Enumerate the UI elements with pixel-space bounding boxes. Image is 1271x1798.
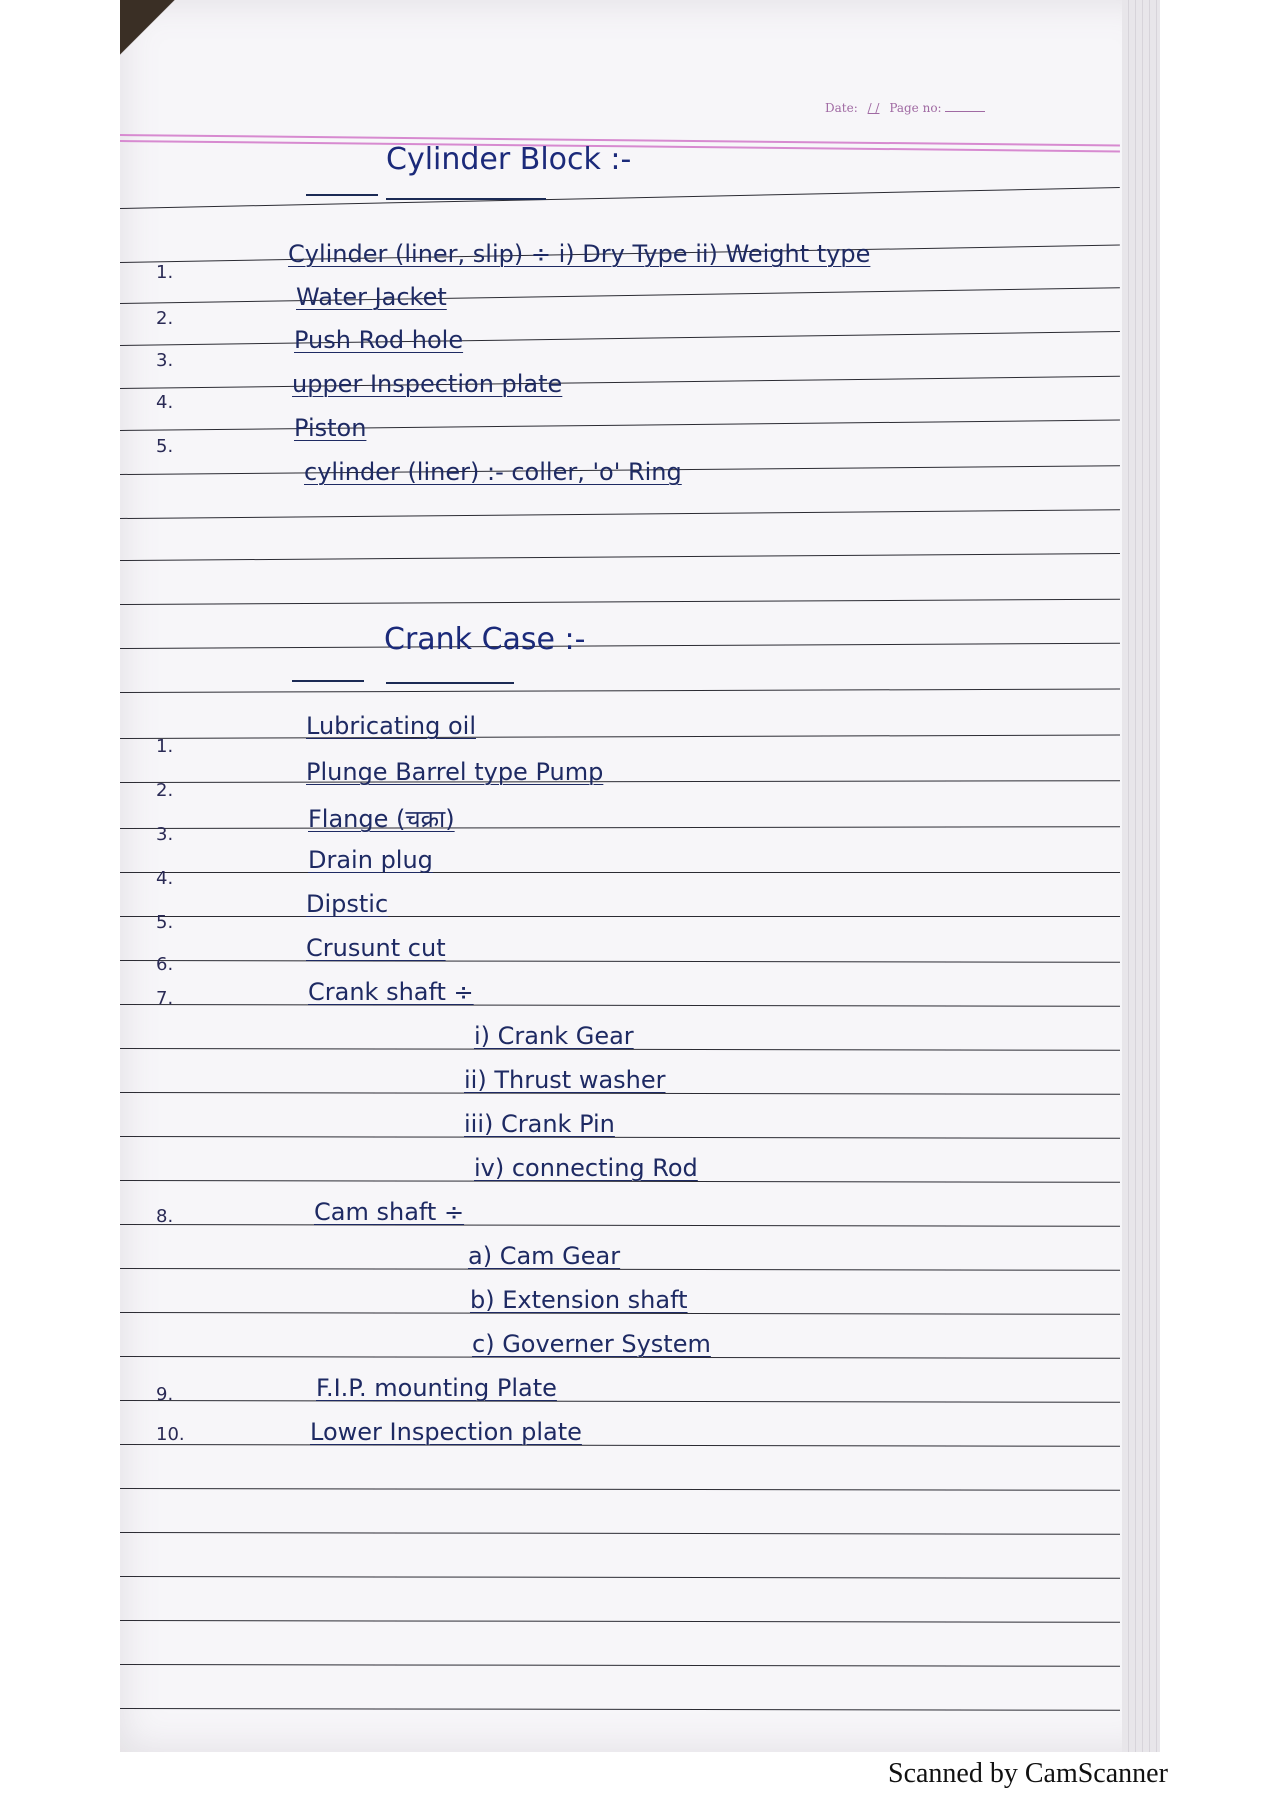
item-number: 3.	[156, 824, 174, 845]
list-item: Cam shaft ÷	[314, 1198, 465, 1226]
list-item: Crank shaft ÷	[308, 978, 474, 1006]
list-item: Drain plug	[308, 846, 433, 874]
item-number: 1.	[156, 736, 174, 757]
page-stack-edge	[1122, 0, 1160, 1752]
title-underline	[292, 680, 364, 682]
sub-list-item: iv) connecting Rod	[474, 1154, 698, 1182]
list-item: Lower Inspection plate	[310, 1418, 582, 1446]
list-item: F.I.P. mounting Plate	[316, 1374, 557, 1402]
item-number: 7.	[156, 988, 174, 1009]
section-title-cylinder-block: Cylinder Block :-	[386, 142, 632, 177]
list-item: Dipstic	[306, 890, 389, 918]
title-underline	[386, 682, 514, 684]
page-no-label: Page no:	[889, 101, 942, 115]
ruled-line	[120, 599, 1120, 605]
item-number: 4.	[156, 868, 174, 889]
ruled-line	[120, 1400, 1120, 1403]
item-number: 5.	[156, 436, 174, 457]
item-number: 9.	[156, 1384, 174, 1405]
title-underline	[306, 194, 378, 196]
sub-list-item: c) Governer System	[472, 1330, 711, 1358]
page-corner-shadow	[120, 0, 180, 60]
item-number: 3.	[156, 350, 174, 371]
ruled-line	[120, 826, 1120, 829]
sub-list-item: iii) Crank Pin	[464, 1110, 615, 1138]
ruled-line	[120, 1444, 1120, 1447]
ruled-line	[120, 689, 1120, 693]
list-item: Cylinder (liner, slip) ÷ i) Dry Type ii) Weight type	[288, 240, 871, 268]
list-item: upper Inspection plate	[292, 370, 563, 398]
ruled-line	[120, 287, 1120, 304]
ruled-line	[120, 1664, 1120, 1667]
ruled-line	[120, 1488, 1120, 1491]
item-number: 2.	[156, 780, 174, 801]
ruled-line	[120, 376, 1120, 389]
item-number: 2.	[156, 308, 174, 329]
date-label: Date:	[825, 101, 858, 115]
list-item: Push Rod hole	[294, 326, 464, 354]
ruled-line	[120, 1708, 1120, 1711]
scanner-watermark: Scanned by CamScanner	[888, 1758, 1168, 1789]
list-item: Lubricating oil	[306, 712, 477, 740]
ruled-line	[120, 509, 1120, 519]
ruled-line	[120, 872, 1120, 873]
item-number: 8.	[156, 1206, 174, 1227]
ruled-line	[120, 1576, 1120, 1579]
ruled-line	[120, 916, 1120, 917]
sub-list-item: b) Extension shaft	[470, 1286, 688, 1314]
date-value: / /	[867, 101, 880, 115]
ruled-line	[120, 1532, 1120, 1535]
list-item: Piston	[294, 414, 367, 442]
item-number: 1.	[156, 262, 174, 283]
ruled-line	[120, 553, 1120, 561]
list-item: cylinder (liner) :- coller, 'o' Ring	[304, 458, 682, 486]
item-number: 4.	[156, 392, 174, 413]
ruled-line	[120, 1136, 1120, 1139]
item-number: 5.	[156, 912, 174, 933]
list-item: Water Jacket	[296, 283, 447, 311]
list-item: Crusunt cut	[306, 934, 446, 962]
page-no-blank	[945, 111, 985, 112]
item-number: 6.	[156, 954, 174, 975]
list-item: Plunge Barrel type Pump	[306, 758, 604, 786]
title-underline	[386, 198, 546, 200]
sub-list-item: ii) Thrust washer	[464, 1066, 666, 1094]
ruled-line	[120, 960, 1120, 963]
ruled-line	[120, 780, 1120, 783]
ruled-line	[120, 643, 1120, 649]
sub-list-item: a) Cam Gear	[468, 1242, 621, 1270]
notebook-page	[120, 0, 1160, 1752]
sub-list-item: i) Crank Gear	[474, 1022, 634, 1050]
ruled-line	[120, 331, 1120, 346]
date-page-header	[825, 101, 985, 115]
ruled-line	[120, 1224, 1120, 1227]
ruled-line	[120, 1620, 1120, 1623]
list-item: Flange (चक्रा)	[308, 805, 455, 833]
ruled-line	[120, 187, 1120, 209]
item-number: 10.	[156, 1424, 185, 1445]
ruled-line	[120, 420, 1120, 431]
ruled-line	[120, 1004, 1120, 1007]
ruled-line	[120, 735, 1120, 739]
section-title-crank-case: Crank Case :-	[384, 622, 586, 657]
